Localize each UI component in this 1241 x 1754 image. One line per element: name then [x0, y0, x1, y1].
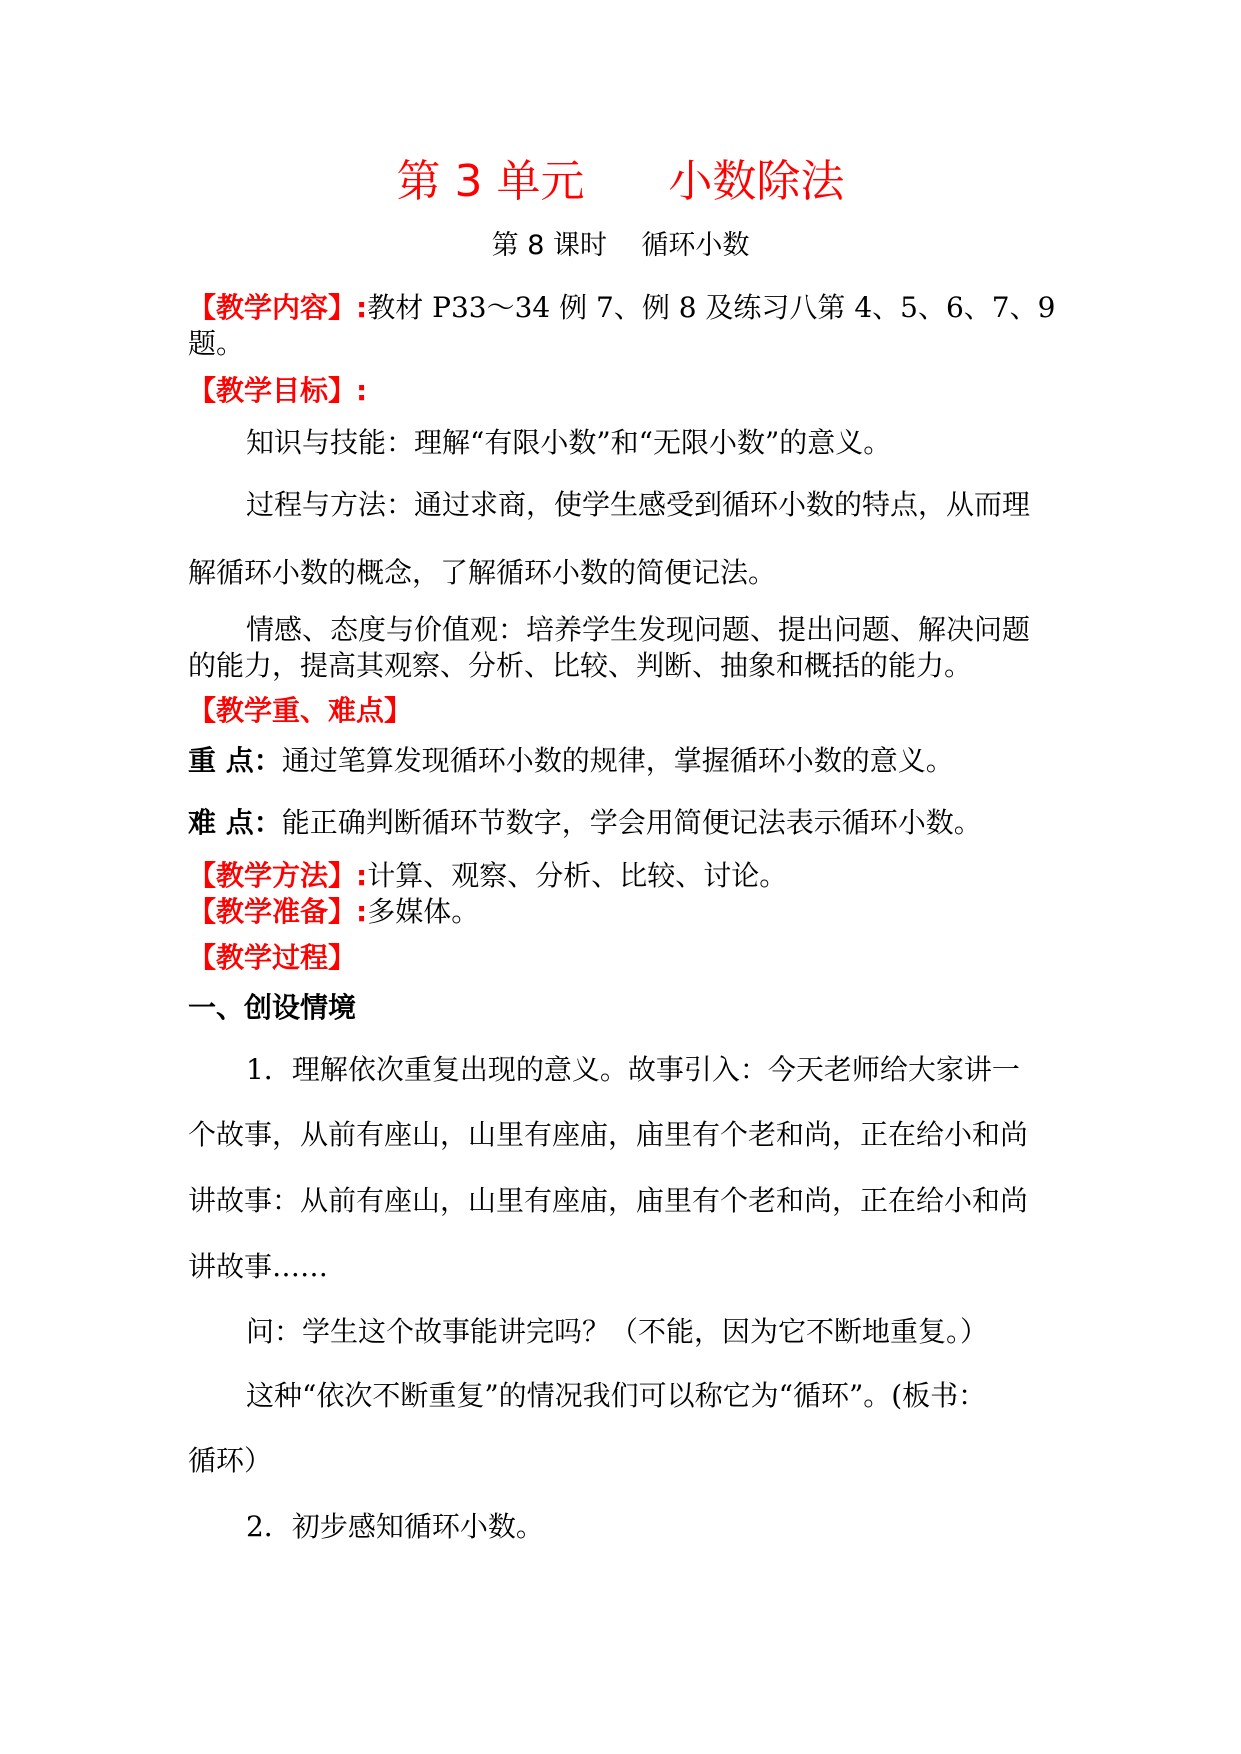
key-points-label: 【教学重、难点】 [188, 694, 413, 727]
lesson-subtitle: 第 8 课时 循环小数 [491, 230, 750, 261]
objective-emotion-line-2: 的能力，提高其观察、分析、比较、判断、抽象和概括的能力。 [188, 649, 973, 682]
focus-text: 通过笔算发现循环小数的规律，掌握循环小数的意义。 [281, 744, 954, 777]
methods-text: 计算、观察、分析、比较、讨论。 [367, 859, 788, 892]
objective-knowledge: 知识与技能：理解“有限小数”和“无限小数”的意义。 [246, 426, 892, 459]
paragraph-1-line-3: 讲故事：从前有座山，山里有座庙，庙里有个老和尚，正在给小和尚 [188, 1184, 1029, 1217]
focus-label: 重 点： [188, 744, 282, 777]
objective-emotion-line-1: 情感、态度与价值观：培养学生发现问题、提出问题、解决问题 [246, 613, 1031, 646]
teaching-content-line [188, 290, 1055, 326]
loop-line-1: 这种“依次不断重复”的情况我们可以称它为“循环”。(板书： [246, 1379, 987, 1412]
teaching-objectives-label: 【教学目标】: [188, 374, 368, 407]
methods-label: 【教学方法】: [188, 859, 368, 892]
process-label: 【教学过程】 [188, 941, 357, 974]
paragraph-2-line: 2．初步感知循环小数。 [246, 1510, 544, 1543]
section-heading-1: 一、创设情境 [188, 991, 357, 1024]
paragraph-1-line-1: 1．理解依次重复出现的意义。故事引入：今天老师给大家讲一 [246, 1053, 1020, 1086]
focus-line [188, 743, 954, 779]
loop-line-2: 循环） [188, 1444, 273, 1477]
teaching-content-label: 【教学内容】: [188, 291, 368, 324]
paragraph-1-line-2: 个故事，从前有座山，山里有座庙，庙里有个老和尚，正在给小和尚 [188, 1118, 1029, 1151]
preparation-text: 多媒体。 [367, 895, 480, 928]
paragraph-1-line-4: 讲故事…… [188, 1250, 329, 1283]
methods-line [188, 858, 787, 894]
question-line: 问：学生这个故事能讲完吗？（不能，因为它不断地重复。） [246, 1315, 989, 1348]
teaching-content-text: 教材 P33～34 例 7、例 8 及练习八第 4、5、6、7、9 [367, 291, 1056, 324]
difficulty-text: 能正确判断循环节数字，学会用简便记法表示循环小数。 [281, 806, 982, 839]
objective-process-line-1: 过程与方法：通过求商，使学生感受到循环小数的特点，从而理 [246, 488, 1031, 521]
unit-title: 第 3 单元 小数除法 [396, 156, 845, 207]
teaching-content-line-2: 题。 [188, 327, 245, 360]
preparation-label: 【教学准备】: [188, 895, 368, 928]
difficulty-label: 难 点： [188, 806, 282, 839]
preparation-line [188, 894, 479, 930]
objective-process-line-2: 解循环小数的概念，了解循环小数的简便记法。 [188, 556, 777, 589]
difficulty-line [188, 805, 982, 841]
